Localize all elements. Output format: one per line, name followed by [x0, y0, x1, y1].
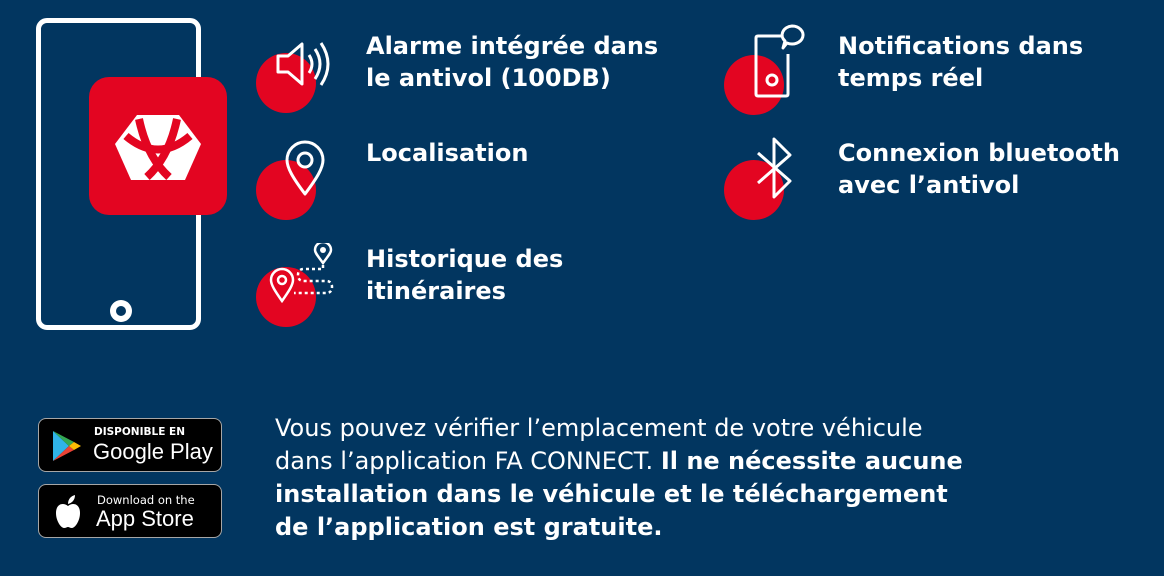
google-play-small-label: DISPONIBLE EN: [94, 426, 185, 438]
route-icon: [268, 243, 338, 305]
google-play-badge[interactable]: [38, 418, 222, 472]
bluetooth-icon: [752, 135, 796, 201]
description-bold: Il ne nécessite aucune installation dans le véhicule et le téléchargement de l’application est gratuite.: [275, 447, 963, 541]
phone-home-button: [110, 300, 132, 322]
feature-location-line1: Localisation: [366, 139, 529, 167]
feature-alarm-line1: Alarme intégrée dans: [366, 32, 659, 60]
description-regular: Vous pouvez vérifier l’emplacement de votre véhicule dans l’application FA CONNECT.: [275, 414, 923, 475]
speaker-icon: [274, 38, 338, 90]
location-pin-icon: [283, 140, 327, 198]
feature-notifications-line2: temps réel: [838, 64, 984, 92]
app-store-big-label: App Store: [96, 506, 194, 531]
app-store-small-label: Download on the: [97, 493, 195, 507]
google-play-big-label: Google Play: [93, 439, 213, 464]
app-description: [275, 412, 975, 544]
google-play-icon: [50, 429, 84, 463]
feature-history-line2: itinéraires: [366, 277, 506, 305]
feature-history-line1: Historique des: [366, 245, 564, 273]
feature-alarm-line2: le antivol (100DB): [366, 64, 611, 92]
feature-bluetooth-line2: avec l’antivol: [838, 171, 1020, 199]
apple-icon: [53, 494, 83, 530]
app-store-badge[interactable]: [38, 484, 222, 538]
feature-bluetooth-line1: Connexion bluetooth: [838, 139, 1120, 167]
feature-notifications-line1: Notifications dans: [838, 32, 1084, 60]
fa-connect-app-icon: [89, 77, 227, 215]
phone-notification-icon: [752, 22, 806, 98]
